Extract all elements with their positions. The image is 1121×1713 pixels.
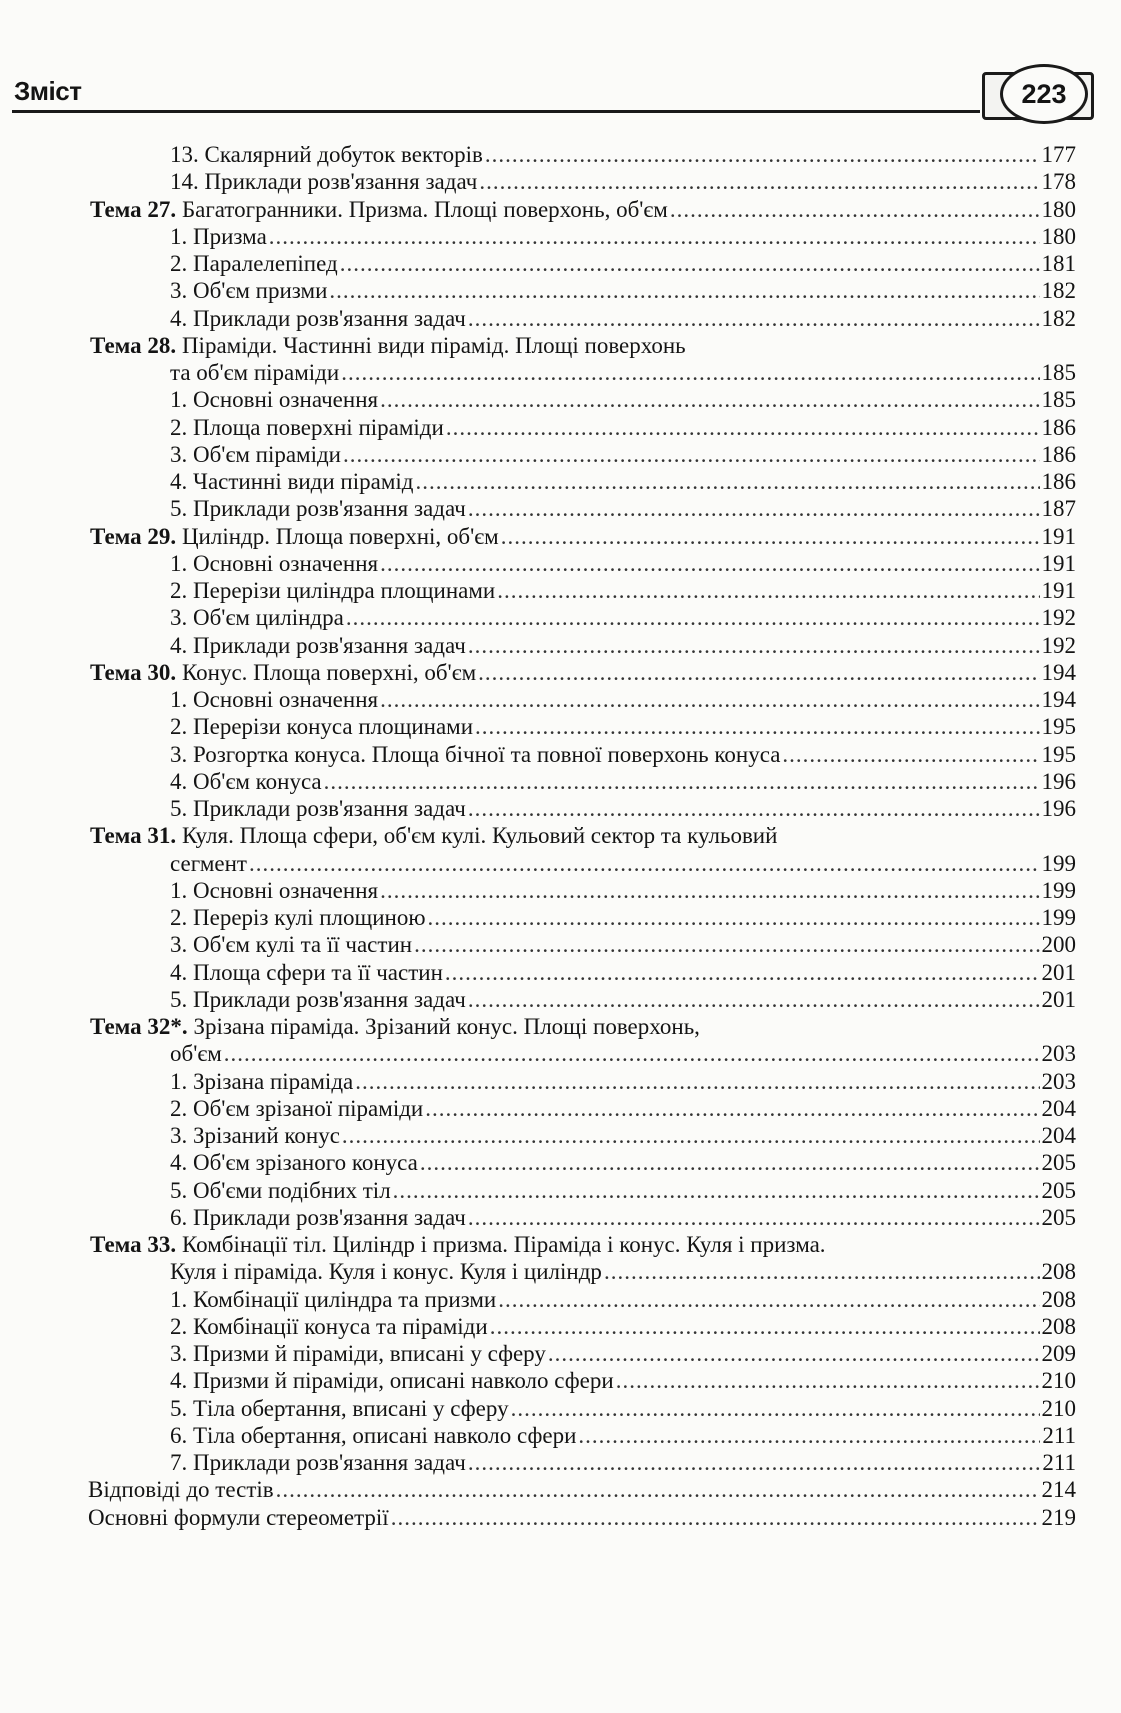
dot-leader: [479, 167, 1039, 197]
toc-entry-text: Конус. Площа поверхні, об'єм: [181, 659, 477, 685]
toc-page-number: 199: [1041, 850, 1076, 876]
toc-entry-title: [170, 794, 466, 824]
toc-page-number: 185: [1041, 387, 1076, 413]
toc-entry-title: [170, 1148, 418, 1178]
dot-leader: [670, 195, 1040, 225]
dot-leader: [324, 767, 1040, 797]
toc-entry-title: [90, 1230, 826, 1260]
toc-entry-title: [90, 331, 686, 361]
toc-entry-title: [170, 167, 477, 197]
toc-entry: [170, 767, 1076, 797]
toc-entry-title: [170, 958, 443, 988]
toc-entry-title: [90, 1012, 700, 1042]
dot-leader: [616, 1366, 1040, 1396]
dot-leader: [420, 1148, 1040, 1178]
toc-entry-text: 1. Призма: [170, 223, 267, 249]
toc-entry-text: 13. Скалярний добуток векторів: [170, 142, 483, 167]
toc-entry-title: [170, 1394, 509, 1424]
dot-leader: [341, 358, 1039, 388]
toc-entry-title: [170, 276, 327, 306]
toc-page-number: 194: [1041, 687, 1076, 712]
topic-label: Тема 27.: [90, 196, 177, 222]
dot-leader: [446, 413, 1040, 443]
toc-entry: [170, 794, 1076, 824]
toc-page-number: 199: [1041, 905, 1076, 930]
toc-entry: [170, 1421, 1076, 1451]
toc-page-number: 204: [1041, 1123, 1076, 1148]
toc-entry-text: 4. Площа сфери та її частин: [170, 959, 443, 985]
toc-entry-text: 4. Об'єм зрізаного конуса: [170, 1150, 418, 1176]
toc-entry-title: [170, 876, 378, 906]
toc-entry: [170, 930, 1076, 960]
toc-entry: [90, 331, 1076, 361]
toc-entry-text: 1. Основні означення: [170, 387, 379, 413]
toc-page-number: 185: [1041, 360, 1076, 385]
toc-page-number: 186: [1041, 441, 1076, 467]
toc-page-number: 180: [1041, 196, 1076, 222]
toc-entry-text: 2. Перерізи циліндра площинами: [170, 578, 496, 603]
toc-entry-text: 1. Основні означення: [170, 877, 379, 903]
dot-leader: [501, 522, 1040, 552]
toc-page-number: 194: [1041, 659, 1076, 685]
toc-entry-text: Комбінації тіл. Циліндр і призма. Піраміда і конус. Куля і призма.: [181, 1232, 826, 1257]
toc-page-number: 201: [1041, 959, 1076, 985]
toc-page-number: 181: [1041, 251, 1076, 276]
toc-page-number: 210: [1041, 1395, 1076, 1421]
toc-page-number: 210: [1041, 1368, 1076, 1394]
toc-entry-title: [88, 1503, 389, 1533]
toc-entry: [170, 249, 1076, 279]
dot-leader: [498, 1285, 1039, 1315]
toc-entry: [170, 1312, 1076, 1342]
toc-page-number: 205: [1041, 1177, 1076, 1203]
toc-entry-title: [170, 1257, 602, 1287]
toc-entry: [170, 712, 1076, 742]
dot-leader: [468, 1448, 1041, 1478]
toc-entry: [170, 1448, 1076, 1478]
toc-entry: [170, 1285, 1076, 1315]
toc-entry-text: 5. Приклади розв'язання задач: [170, 796, 466, 821]
dot-leader: [414, 930, 1039, 960]
toc-entry: [170, 576, 1076, 606]
dot-leader: [340, 249, 1040, 279]
toc-entry-text: 3. Призми й піраміди, вписані у сферу: [170, 1341, 546, 1366]
toc-entry-title: [170, 494, 466, 524]
toc-entry-text: 1. Комбінації циліндра та призми: [170, 1286, 497, 1312]
toc-entry-title: [170, 222, 267, 252]
toc-entry-text: та об'єм піраміди: [170, 360, 340, 385]
toc-entry: [170, 740, 1076, 770]
dot-leader: [485, 140, 1040, 170]
toc-entry-title: [170, 849, 247, 879]
toc-entry-title: [88, 1475, 274, 1505]
toc-entry-title: [170, 413, 444, 443]
toc-entry-text: 4. Приклади розв'язання задач: [170, 632, 466, 658]
toc-entry: [170, 1394, 1076, 1424]
toc-entry-title: [170, 685, 378, 715]
dot-leader: [329, 276, 1039, 306]
toc-entry-text: об'єм: [170, 1041, 222, 1067]
dot-leader: [548, 1339, 1040, 1369]
toc-entry: [170, 1339, 1076, 1369]
toc-entry-title: [170, 1448, 466, 1478]
topic-label: Тема 32*.: [90, 1014, 188, 1039]
toc-entry-text: 4. Призми й піраміди, описані навколо сфери: [170, 1368, 614, 1394]
toc-entry: [170, 685, 1076, 715]
toc-entry-text: 5. Приклади розв'язання задач: [170, 986, 466, 1012]
toc-entry-text: 2. Об'єм зрізаної піраміди: [170, 1095, 424, 1121]
toc-entry: [170, 385, 1076, 415]
toc-page-number: 199: [1041, 877, 1076, 903]
toc-page-number: 192: [1041, 605, 1076, 631]
dot-leader: [269, 222, 1040, 252]
toc-page-number: 186: [1041, 414, 1076, 440]
topic-label: Тема 29.: [90, 523, 177, 549]
toc-entry: [170, 494, 1076, 524]
toc-entry-title: [170, 1039, 222, 1069]
toc-entry-title: [170, 1366, 614, 1396]
toc-entry-title: [170, 140, 483, 170]
toc-page-number: 208: [1041, 1286, 1076, 1312]
toc-entry: [90, 522, 1076, 552]
dot-leader: [346, 603, 1040, 633]
dot-leader: [604, 1257, 1040, 1287]
dot-leader: [355, 1067, 1039, 1097]
toc-entry: [170, 1067, 1076, 1097]
dot-leader: [468, 494, 1040, 524]
dot-leader: [391, 1503, 1040, 1533]
toc-entry-text: Основні формули стереометрії: [88, 1504, 389, 1530]
toc-entry-text: 3. Об'єм піраміди: [170, 441, 341, 467]
toc-page-number: 200: [1041, 932, 1076, 958]
toc-entry-title: [170, 440, 341, 470]
dot-leader: [224, 1039, 1040, 1069]
dot-leader: [468, 631, 1040, 661]
toc-entry-title: [170, 1121, 340, 1151]
toc-entry-text: 2. Комбінації конуса та піраміди: [170, 1313, 488, 1339]
toc-entry-text: 14. Приклади розв'язання задач: [170, 169, 478, 195]
section-title: Зміст: [14, 76, 82, 106]
toc-entry-text: 4. Частинні види пірамід: [170, 469, 414, 494]
toc-page-number: 196: [1041, 768, 1076, 794]
toc-entry: [170, 440, 1076, 470]
toc-entry-text: 5. Об'єми подібних тіл: [170, 1177, 391, 1203]
toc-entry-text: сегмент: [170, 850, 247, 876]
toc-entry-title: [170, 467, 413, 497]
toc-entry: [170, 903, 1076, 933]
toc-entry-text: 3. Зрізаний конус: [170, 1123, 340, 1148]
toc-page-number: 196: [1041, 796, 1076, 821]
dot-leader: [578, 1421, 1040, 1451]
toc-entry-title: [170, 1176, 391, 1206]
dot-leader: [428, 903, 1040, 933]
toc-entry-title: [170, 385, 378, 415]
toc-page-number: 191: [1041, 578, 1076, 603]
toc-entry-text: Циліндр. Площа поверхні, об'єм: [181, 523, 499, 549]
toc-entry: [170, 1148, 1076, 1178]
dot-leader: [380, 685, 1039, 715]
toc-page-number: 195: [1041, 741, 1076, 767]
toc-entry: [88, 1475, 1076, 1505]
toc-entry-text: 5. Приклади розв'язання задач: [170, 496, 466, 522]
toc-entry: [90, 1012, 1076, 1042]
toc-entry: [170, 1176, 1076, 1206]
toc-entry: [170, 1094, 1076, 1124]
page-number: 223: [1000, 64, 1088, 124]
toc-entry-text: Куля. Площа сфери, об'єм кулі. Кульовий сектор та кульовий: [181, 823, 778, 849]
toc-entry-title: [170, 1067, 353, 1097]
toc-page-number: 204: [1041, 1095, 1076, 1121]
toc-page-number: 192: [1041, 632, 1076, 658]
dot-leader: [380, 876, 1039, 906]
toc-entry: [88, 1503, 1076, 1533]
header-rule: [12, 110, 980, 113]
toc-entry-title: [170, 576, 495, 606]
dot-leader: [468, 1203, 1040, 1233]
toc-entry-text: Куля і піраміда. Куля і конус. Куля і циліндр: [170, 1259, 602, 1285]
toc-entry: [170, 1039, 1076, 1069]
toc-entry-title: [170, 1312, 488, 1342]
toc-entry-text: 5. Тіла обертання, вписані у сферу: [170, 1395, 509, 1421]
dot-leader: [393, 1176, 1040, 1206]
toc-entry-title: [90, 522, 499, 552]
toc-entry-title: [170, 549, 378, 579]
toc-entry-title: [170, 903, 426, 933]
toc-entry: [170, 849, 1076, 879]
toc-entry-title: [170, 603, 344, 633]
toc-entry: [170, 603, 1076, 633]
toc-entry-title: [170, 740, 780, 770]
topic-label: Тема 33.: [90, 1232, 177, 1257]
topic-label: Тема 30.: [90, 659, 177, 685]
toc-entry: [90, 658, 1076, 688]
toc-entry: [170, 1257, 1076, 1287]
toc-entry: [90, 1230, 1076, 1260]
toc-entry: [170, 222, 1076, 252]
dot-leader: [475, 712, 1039, 742]
toc-page-number: 178: [1041, 169, 1076, 195]
toc-entry-text: 3. Об'єм циліндра: [170, 605, 344, 631]
toc-entry: [170, 276, 1076, 306]
toc-page-number: 203: [1041, 1068, 1076, 1094]
toc-entry-title: [170, 1421, 576, 1451]
dot-leader: [380, 549, 1039, 579]
toc-entry-text: 3. Об'єм кулі та її частин: [170, 932, 413, 958]
toc-entry-title: [170, 249, 338, 279]
toc-entry: [170, 631, 1076, 661]
toc-page-number: 201: [1041, 986, 1076, 1012]
toc-page-number: 186: [1041, 469, 1076, 494]
toc-entry: [90, 821, 1076, 851]
dot-leader: [468, 304, 1040, 334]
toc-entry-title: [170, 631, 466, 661]
dot-leader: [276, 1475, 1040, 1505]
toc-page-number: 211: [1042, 1450, 1076, 1475]
toc-entry-text: Зрізана піраміда. Зрізаний конус. Площі поверхонь,: [193, 1014, 700, 1039]
toc-page-number: 195: [1041, 714, 1076, 740]
toc-entry-text: 1. Основні означення: [170, 550, 379, 576]
toc-page-number: 203: [1041, 1041, 1076, 1067]
dot-leader: [497, 576, 1039, 606]
toc-entry-title: [170, 767, 322, 797]
toc-entry-text: 4. Об'єм конуса: [170, 768, 322, 794]
toc-page-number: 209: [1041, 1341, 1076, 1366]
dot-leader: [445, 958, 1040, 988]
toc-entry: [170, 985, 1076, 1015]
dot-leader: [478, 658, 1039, 688]
toc-entry-title: [170, 358, 339, 388]
toc-entry-text: 6. Тіла обертання, описані навколо сфери: [170, 1422, 577, 1448]
toc-page-number: 219: [1041, 1504, 1076, 1530]
toc-entry: [170, 1203, 1076, 1233]
dot-leader: [511, 1394, 1040, 1424]
dot-leader: [342, 1121, 1040, 1151]
toc-entry: [170, 876, 1076, 906]
toc-entry: [170, 1121, 1076, 1151]
toc-entry-text: 2. Перерізи конуса площинами: [170, 714, 474, 740]
toc-page-number: 187: [1041, 496, 1076, 522]
toc-entry-text: Багатогранники. Призма. Площі поверхонь, об'єм: [181, 196, 668, 222]
dot-leader: [380, 385, 1039, 415]
dot-leader: [468, 794, 1040, 824]
toc-page-number: 191: [1041, 550, 1076, 576]
toc-entry-text: 3. Розгортка конуса. Площа бічної та повної поверхонь конуса: [170, 741, 781, 767]
toc-entry-text: 1. Основні означення: [170, 687, 379, 712]
toc-entry-title: [170, 985, 466, 1015]
toc-entry-text: 6. Приклади розв'язання задач: [170, 1204, 466, 1230]
toc-page-number: 182: [1041, 278, 1076, 304]
toc-page-number: 177: [1041, 142, 1076, 167]
toc-entry-text: 2. Площа поверхні піраміди: [170, 414, 444, 440]
toc-entry-title: [90, 195, 668, 225]
toc-page-number: 205: [1041, 1150, 1076, 1176]
toc-entry-text: 1. Зрізана піраміда: [170, 1068, 354, 1094]
toc-entry: [170, 413, 1076, 443]
toc-entry-title: [90, 658, 476, 688]
toc-entry-title: [170, 1203, 466, 1233]
toc-entry-text: 2. Переріз кулі площиною: [170, 905, 426, 930]
toc-entry: [170, 1366, 1076, 1396]
toc-entry-title: [170, 1285, 496, 1315]
toc-page-number: 211: [1042, 1422, 1076, 1448]
dot-leader: [468, 985, 1040, 1015]
dot-leader: [490, 1312, 1040, 1342]
toc-page-number: 208: [1041, 1259, 1076, 1285]
toc-entry-title: [170, 304, 466, 334]
toc-page-number: 208: [1041, 1313, 1076, 1339]
toc-entry: [170, 549, 1076, 579]
toc-entry: [170, 304, 1076, 334]
dot-leader: [425, 1094, 1039, 1124]
toc-entry: [90, 195, 1076, 225]
toc-entry-title: [170, 1094, 423, 1124]
page-header: [12, 64, 1082, 120]
toc-entry-text: Піраміди. Частинні види пірамід. Площі поверхонь: [181, 332, 686, 358]
toc-entry-text: 3. Об'єм призми: [170, 278, 328, 304]
toc-page-number: 182: [1041, 305, 1076, 331]
toc-page-number: 205: [1041, 1204, 1076, 1230]
toc-entry-title: [170, 1339, 546, 1369]
toc-entry-title: [170, 712, 473, 742]
toc-entry-text: 4. Приклади розв'язання задач: [170, 305, 466, 331]
dot-leader: [249, 849, 1040, 879]
toc-page-number: 191: [1041, 523, 1076, 549]
dot-leader: [343, 440, 1040, 470]
topic-label: Тема 31.: [90, 823, 177, 849]
toc-entry: [170, 140, 1076, 170]
toc-entry: [170, 358, 1076, 388]
toc-page-number: 180: [1041, 223, 1076, 249]
topic-label: Тема 28.: [90, 332, 177, 358]
toc-entry-text: Відповіді до тестів: [88, 1477, 274, 1503]
toc-entry-text: 2. Паралелепіпед: [170, 251, 338, 276]
toc-entry-title: [90, 821, 777, 851]
dot-leader: [415, 467, 1039, 497]
toc-entry-title: [170, 930, 412, 960]
toc-entry: [170, 958, 1076, 988]
toc-entry: [170, 167, 1076, 197]
toc-page-number: 214: [1041, 1477, 1076, 1503]
dot-leader: [782, 740, 1039, 770]
toc-entry: [170, 467, 1076, 497]
toc-entry-text: 7. Приклади розв'язання задач: [170, 1450, 466, 1475]
